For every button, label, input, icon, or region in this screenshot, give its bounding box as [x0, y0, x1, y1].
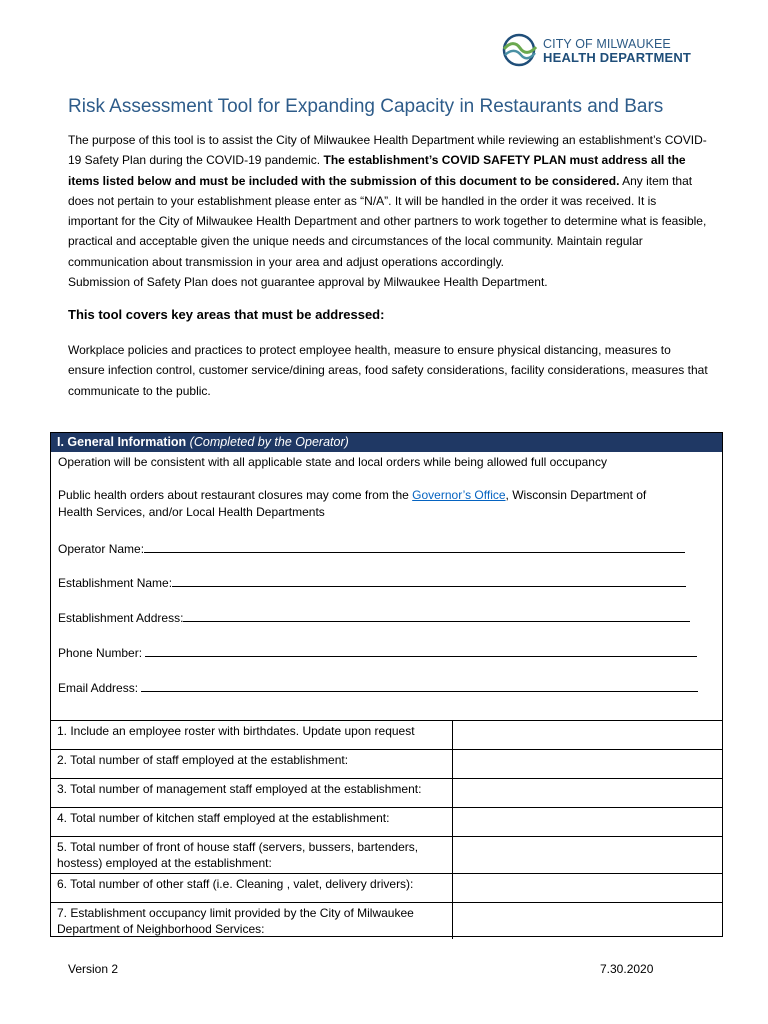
- document-title: Risk Assessment Tool for Expanding Capacity in Restaurants and Bars: [68, 96, 664, 117]
- intro-bold: The establishment’s COVID SAFETY PLAN must address all the items listed below and must be included with the submission of this document to be considered.: [68, 153, 686, 188]
- intro-disclaimer: Submission of Safety Plan does not guarantee approval by Milwaukee Health Department.: [68, 275, 548, 290]
- intro-normal: The purpose of this tool is to assist the City of Milwaukee Health Department while reviewing an establishment’s COVID-19 Safety Plan during the COVID-19 pandemic.: [68, 133, 707, 168]
- establishment-address-label: Establishment Address:: [58, 611, 184, 625]
- logo-department-text: HEALTH DEPARTMENT: [543, 50, 692, 65]
- intro-rest: Any item that does not pertain to your establishment please enter as “N/A”. It will be handled in the order it was received. It is important for the City of Milwaukee Health Department and other partners to work together to determine what is feasible, practical and acceptable given the unique needs and circumstances of the local community. Maintain regular communication about transmission in your area and adjust operations accordingly.: [68, 173, 707, 269]
- operator-name-field[interactable]: [58, 541, 685, 556]
- table-row: [51, 903, 722, 940]
- consistency-statement: Operation will be consistent with all applicable state and local orders while being allowed full occupancy: [58, 455, 607, 469]
- establishment-name-label: Establishment Name:: [58, 576, 173, 590]
- answer-cell[interactable]: [453, 721, 723, 750]
- covers-heading: This tool covers key areas that must be addressed:: [68, 307, 385, 322]
- answer-cell[interactable]: [453, 903, 723, 940]
- version-label: Version 2: [68, 962, 119, 976]
- table-row: [51, 874, 722, 903]
- intro-paragraph: [68, 130, 708, 272]
- establishment-name-field[interactable]: [58, 575, 686, 590]
- answer-cell[interactable]: [453, 808, 723, 837]
- question-cell: 5. Total number of front of house staff (servers, bussers, bartenders, hostess) employed at the establishment:: [51, 837, 453, 874]
- email-address-field[interactable]: [58, 680, 698, 695]
- health-department-logo: [500, 30, 710, 70]
- answer-cell[interactable]: [453, 874, 723, 903]
- question-cell: 7. Establishment occupancy limit provided by the City of Milwaukee Department of Neighborhood Services:: [51, 903, 453, 940]
- answer-cell[interactable]: [453, 779, 723, 808]
- document-date: 7.30.2020: [600, 962, 654, 976]
- establishment-name-line[interactable]: [172, 575, 686, 587]
- question-cell: 3. Total number of management staff employed at the establishment:: [51, 779, 453, 808]
- staff-questions-table: [51, 720, 722, 939]
- operator-name-line[interactable]: [144, 541, 685, 553]
- question-cell: 4. Total number of kitchen staff employed at the establishment:: [51, 808, 453, 837]
- answer-cell[interactable]: [453, 837, 723, 874]
- form-header-note: (Completed by the Operator): [189, 435, 349, 449]
- operator-name-label: Operator Name:: [58, 542, 145, 556]
- phone-number-label: Phone Number:: [58, 646, 146, 660]
- email-address-label: Email Address:: [58, 681, 142, 695]
- milwaukee-logo-icon: [500, 30, 540, 70]
- answer-cell[interactable]: [453, 750, 723, 779]
- question-cell: 2. Total number of staff employed at the establishment:: [51, 750, 453, 779]
- public-health-orders-line: [58, 487, 718, 504]
- table-row: [51, 721, 722, 750]
- question-cell: 1. Include an employee roster with birthdates. Update upon request: [51, 721, 453, 750]
- table-row: [51, 837, 722, 874]
- logo-city-text: CITY OF MILWAUKEE: [543, 37, 671, 51]
- table-row: [51, 750, 722, 779]
- question-cell: 6. Total number of other staff (i.e. Cleaning , valet, delivery drivers):: [51, 874, 453, 903]
- governors-office-link[interactable]: Governor’s Office: [412, 488, 506, 502]
- form-header: [51, 433, 722, 452]
- covers-text: Workplace policies and practices to protect employee health, measure to ensure physical distancing, measures to ensure infection control, customer service/dining areas, food safety considerations, facility considerations, measures that communicate to the public.: [68, 343, 708, 398]
- phone-number-field[interactable]: [58, 645, 697, 660]
- form-header-title: I. General Information: [57, 435, 187, 449]
- intro-text: [68, 130, 708, 292]
- establishment-address-line[interactable]: [183, 610, 690, 622]
- general-information-form: [50, 432, 723, 937]
- orders-text-post: , Wisconsin Department of: [505, 488, 647, 502]
- table-row: [51, 808, 722, 837]
- orders-text: Public health orders about restaurant closures may come from the: [58, 488, 413, 502]
- email-address-line[interactable]: [141, 680, 698, 692]
- establishment-address-field[interactable]: [58, 610, 690, 625]
- table-row: [51, 779, 722, 808]
- health-services-line: Health Services, and/or Local Health Departments: [58, 505, 325, 519]
- phone-number-line[interactable]: [145, 645, 697, 657]
